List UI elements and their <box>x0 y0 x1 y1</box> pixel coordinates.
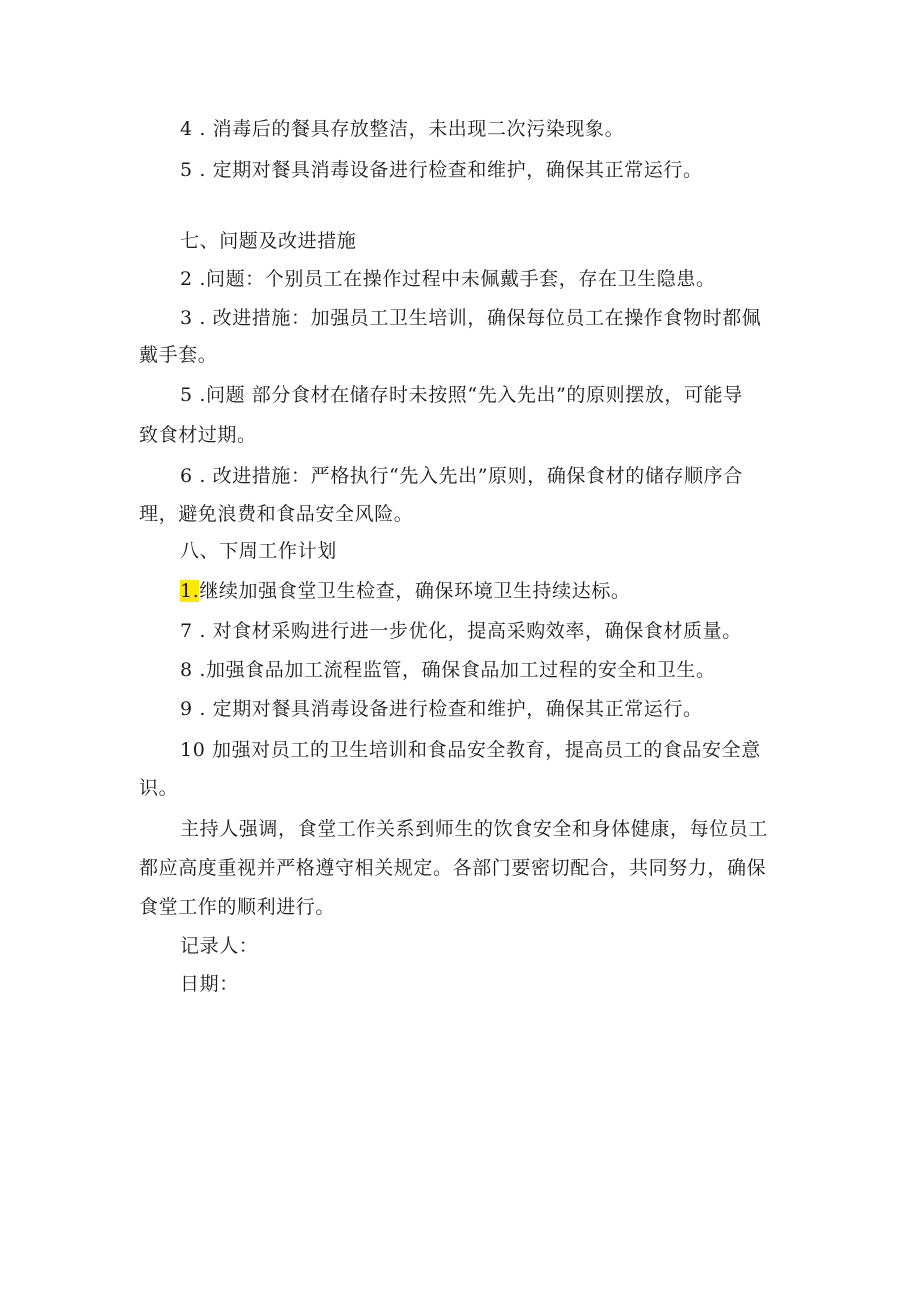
plan-item-1-text: 继续加强食堂卫生检查，确保环境卫生持续达标。 <box>199 580 631 602</box>
issues-item-5-line2: 致食材过期。 <box>139 424 257 446</box>
issues-item-3-line2: 戴手套。 <box>139 344 218 366</box>
sanitation-item-4: 4 . 消毒后的餐具存放整洁，未出现二次污染现象。 <box>180 118 625 140</box>
sanitation-item-5: 5 . 定期对餐具消毒设备进行检查和维护，确保其正常运行。 <box>180 159 703 181</box>
plan-item-10-line1: 10 加强对员工的卫生培训和食品安全教育，提高员工的食品安全意 <box>180 739 761 761</box>
issues-item-6-line1: 6 . 改进措施：严格执行“先入先出”原则，确保食材的储存顺序合 <box>180 465 743 487</box>
plan-heading: 八、下周工作计划 <box>180 540 337 562</box>
issues-heading: 七、问题及改进措施 <box>180 230 357 252</box>
closing-line3: 食堂工作的顺利进行。 <box>139 896 336 918</box>
closing-line1: 主持人强调，食堂工作关系到师生的饮食安全和身体健康，每位员工 <box>180 818 769 840</box>
issues-item-3-line1: 3 . 改进措施：加强员工卫生培训，确保每位员工在操作食物时都佩 <box>180 307 762 329</box>
plan-item-1 <box>180 574 840 608</box>
highlight-marker: 1. <box>180 580 200 602</box>
plan-item-10-line2: 识。 <box>139 777 179 799</box>
closing-line2: 都应高度重视并严格遵守相关规定。各部门要密切配合，共同努力，确保 <box>139 857 767 879</box>
plan-item-7: 7 . 对食材采购进行进一步优化，提高采购效率，确保食材质量。 <box>180 620 742 642</box>
plan-item-8: 8 .加强食品加工流程监管，确保食品加工过程的安全和卫生。 <box>180 659 716 681</box>
plan-item-9: 9 . 定期对餐具消毒设备进行检查和维护，确保其正常运行。 <box>180 698 703 720</box>
issues-item-5-line1: 5 .问题 部分食材在储存时未按照“先入先出”的原则摆放，可能导 <box>180 384 743 406</box>
date-label: 日期： <box>180 973 239 995</box>
issues-item-2: 2 .问题：个别员工在操作过程中未佩戴手套，存在卫生隐患。 <box>180 268 716 290</box>
recorder-label: 记录人： <box>180 935 259 957</box>
issues-item-6-line2: 理，避免浪费和食品安全风险。 <box>139 503 414 525</box>
